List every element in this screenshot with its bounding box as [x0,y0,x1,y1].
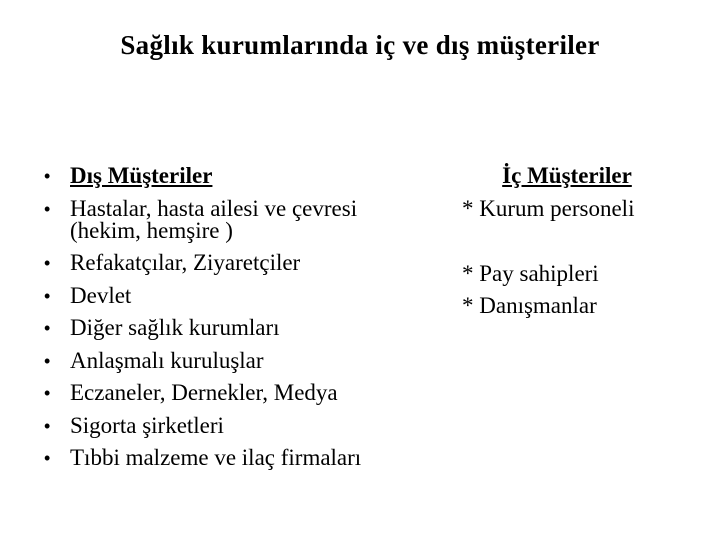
bullet-icon: • [44,253,51,273]
bullet-icon: • [44,166,51,186]
spacer [462,225,712,258]
list-item [44,160,444,193]
list-item [44,442,444,475]
bullet-icon: • [44,198,51,219]
bullet-icon: • [44,415,51,436]
list-item-text: Diğer sağlık kurumları [70,315,280,340]
list-item-continuation: (hekim, hemşire ) [70,218,233,243]
list-item: * Kurum personeli [462,195,635,221]
bullet-icon: • [44,448,51,468]
list-item-text: Refakatçılar, Ziyaretçiler [70,250,301,275]
internal-customers-heading: İç Müşteriler [502,163,632,188]
list-item-text: Hastalar, hasta ailesi ve çevresi [70,195,358,221]
slide-title: Sağlık kurumlarında iç ve dış müşteriler [120,30,600,60]
external-customers-heading: Dış Müşteriler [70,163,213,188]
internal-customers-list [462,160,712,323]
bullet-icon: • [44,350,51,371]
bullet-icon: • [44,383,51,403]
list-item: * Pay sahipleri [462,260,599,286]
list-item [44,280,444,313]
list-item: * Danışmanlar [462,293,597,318]
list-item [44,345,444,378]
list-item [44,410,444,443]
list-item-text: Anlaşmalı kuruluşlar [70,347,264,373]
list-item [44,247,444,280]
bullet-icon: • [44,285,51,306]
list-item-text: Tıbbi malzeme ve ilaç firmaları [70,445,362,470]
list-item [44,312,444,345]
external-customers-list [44,160,444,475]
list-item-text: Sigorta şirketleri [70,412,224,438]
list-item-text: Devlet [70,282,132,308]
bullet-icon: • [44,318,51,338]
list-item [44,377,444,410]
list-item-text: Eczaneler, Dernekler, Medya [70,380,338,405]
